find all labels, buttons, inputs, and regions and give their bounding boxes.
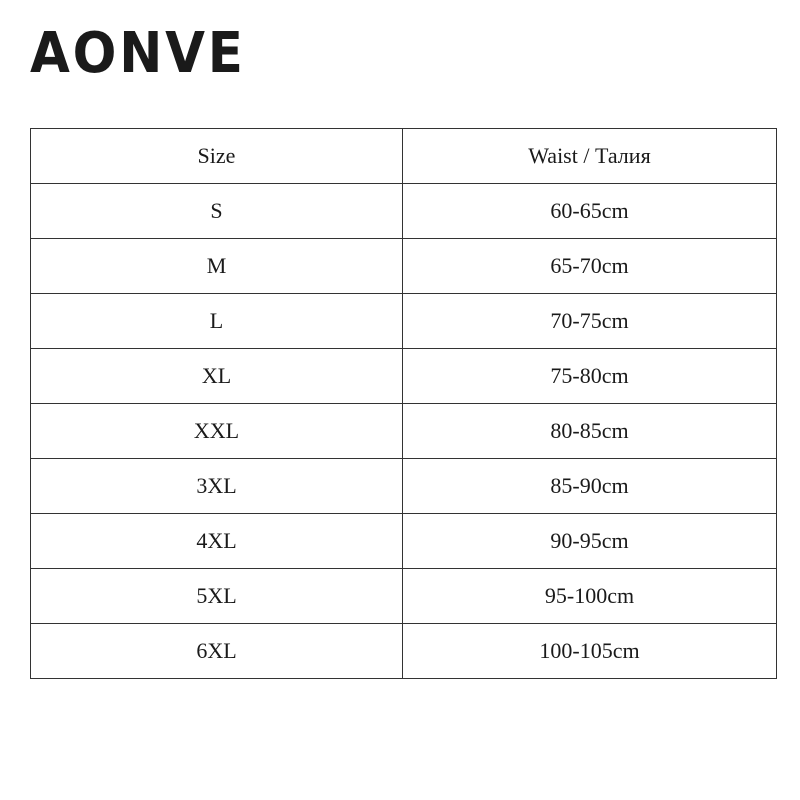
- size-cell: 3XL: [31, 459, 403, 514]
- header-waist: Waist / Талия: [403, 129, 777, 184]
- waist-cell: 95-100cm: [403, 569, 777, 624]
- waist-cell: 100-105cm: [403, 624, 777, 679]
- table-header-row: [31, 129, 777, 184]
- table-row: [31, 514, 777, 569]
- size-cell: 6XL: [31, 624, 403, 679]
- size-cell: XXL: [31, 404, 403, 459]
- table-row: [31, 404, 777, 459]
- header-size: Size: [31, 129, 403, 184]
- table-row: [31, 294, 777, 349]
- waist-cell: 65-70cm: [403, 239, 777, 294]
- table-row: [31, 624, 777, 679]
- table-row: [31, 569, 777, 624]
- size-cell: L: [31, 294, 403, 349]
- waist-cell: 90-95cm: [403, 514, 777, 569]
- waist-cell: 80-85cm: [403, 404, 777, 459]
- brand-logo: AONVE: [30, 21, 246, 86]
- table-row: [31, 184, 777, 239]
- size-cell: M: [31, 239, 403, 294]
- table-row: [31, 349, 777, 404]
- table-row: [31, 459, 777, 514]
- waist-cell: 70-75cm: [403, 294, 777, 349]
- size-cell: S: [31, 184, 403, 239]
- waist-cell: 75-80cm: [403, 349, 777, 404]
- size-cell: XL: [31, 349, 403, 404]
- size-cell: 4XL: [31, 514, 403, 569]
- size-cell: 5XL: [31, 569, 403, 624]
- waist-cell: 85-90cm: [403, 459, 777, 514]
- waist-cell: 60-65cm: [403, 184, 777, 239]
- table-row: [31, 239, 777, 294]
- size-chart-table: [30, 128, 777, 679]
